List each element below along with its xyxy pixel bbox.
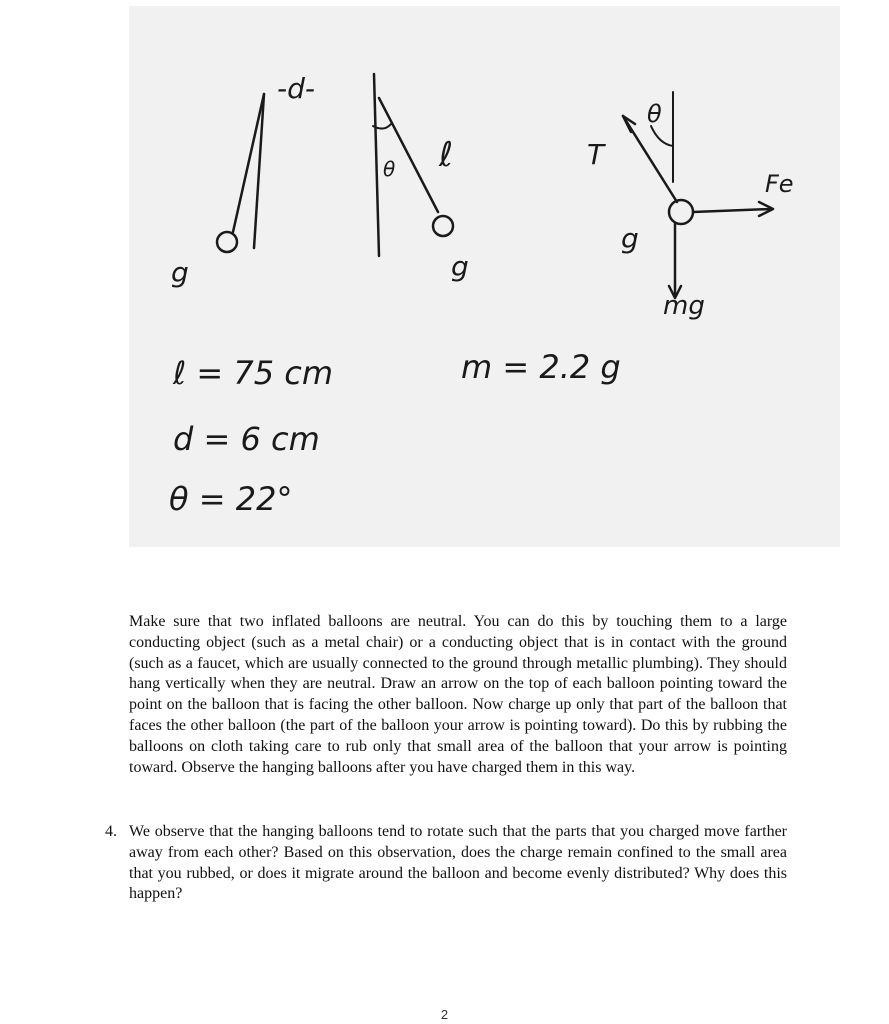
equation-mass: m = 2.2 g: [461, 348, 621, 386]
page-number: 2: [440, 1007, 449, 1022]
label-tension: T: [587, 138, 605, 171]
right-balloon: [433, 216, 453, 236]
label-theta: θ: [383, 157, 396, 181]
tension-line: [623, 116, 677, 202]
left-balloon: [217, 232, 237, 252]
label-g-left: g: [171, 256, 189, 289]
question-4: [105, 822, 787, 905]
question-number: 4.: [105, 823, 117, 840]
fbd-balloon: [669, 200, 693, 224]
question-text: We observe that the hanging balloons tend to rotate such that the parts that you charged move farther away from each other? Based on this observation, does the charge remain confined to the small area that you rubbed, or does it migrate around the balloon and become evenly distributed? Why does this happen?: [129, 823, 787, 903]
equation-distance: d = 6 cm: [173, 420, 320, 458]
instructions-paragraph: Make sure that two inflated balloons are neutral. You can do this by touching them to a large conducting object (such as a metal chair) or a conducting object that is in contact with the ground (such as a faucet, which are usually connected to the ground through metallic plumbing). They should hang vertically when they are neutral. Draw an arrow on the top of each balloon pointing toward the point on the balloon that is facing the other balloon. Now charge up only that part of the balloon that faces the other balloon (the part of the balloon your arrow is pointing toward). Do this by rubbing the balloons on cloth taking care to rub only that small area of the balloon that your arrow is pointing toward. Observe the hanging balloons after you have charged them in this way.: [129, 613, 787, 776]
right-support-line: [374, 74, 379, 256]
equation-theta: θ = 22°: [169, 480, 293, 518]
pendulum-diagram: [129, 6, 840, 547]
electric-force-line: [693, 209, 771, 212]
label-mg: mg: [663, 291, 705, 321]
label-theta-fbd: θ: [647, 100, 662, 128]
label-g-right: g: [451, 250, 469, 283]
label-l: ℓ: [439, 135, 454, 175]
label-fe: Fe: [765, 170, 794, 198]
label-d: -d-: [277, 72, 315, 105]
equation-length: ℓ = 75 cm: [173, 354, 334, 392]
theta-fbd-arc: [651, 126, 673, 146]
label-g-fbd: g: [621, 222, 639, 255]
hand-drawn-figure: [129, 6, 840, 547]
right-string: [379, 98, 438, 212]
